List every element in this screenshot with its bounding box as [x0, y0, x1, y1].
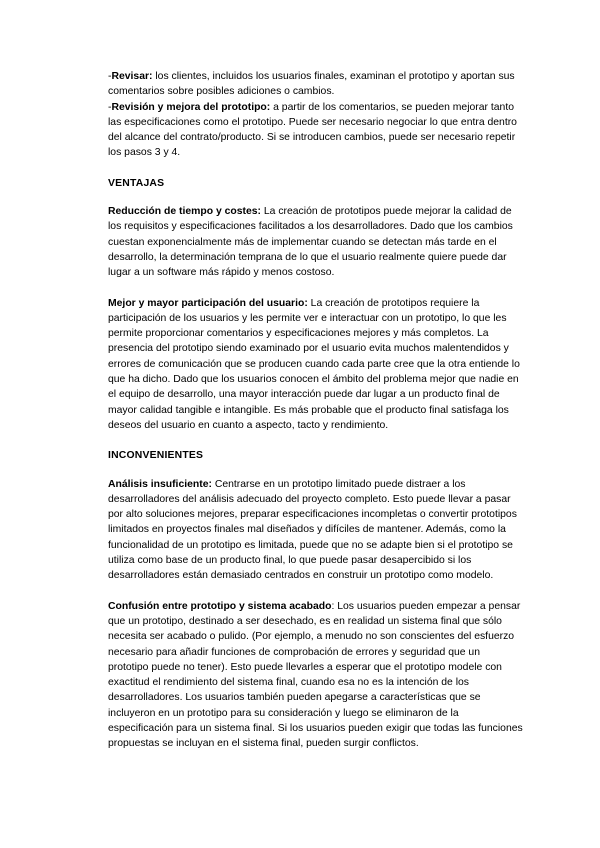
ventaja-reduccion-text: La creación de prototipos puede mejorar la calidad de los requisitos y especificaciones facilitados a los desarrolladores. Dado que los cambios cuestan exponencialmente más de implementar cuando se detectan más tarde en el desarrollo, la determinación temprana de lo que el usuario realmente quiere puede dar lugar a un software más rápido y menos costoso. [108, 206, 513, 279]
inconveniente-analisis-text: Centrarse en un prototipo limitado puede distraer a los desarrolladores del análisis adecuado del proyecto completo. Esto puede llevar a pasar por alto soluciones mejores, preparar especificaciones incompletas o convertir prototipos limitados en proyectos finales mal diseñados y difíciles de mantener. Además, como la funcionalidad de un prototipo es limitada, puede que no se adapte bien si el prototipo se utiliza como base de un producto final, lo que puede pasar desapercibido si los desarrolladores están demasiado centrados en construir un prototipo como modelo. [108, 478, 517, 582]
ventaja-reduccion-paragraph [108, 204, 523, 280]
revisar-prefix: - [108, 71, 112, 82]
revisar-term: Revisar: [111, 71, 153, 82]
revision-term: Revisión y mejora del prototipo: [111, 101, 271, 113]
ventaja-reduccion-term: Reducción de tiempo y costes: [108, 206, 262, 218]
inconveniente-confusion-paragraph [108, 599, 523, 752]
ventaja-participacion-term: Mejor y mayor participación del usuario: [108, 297, 308, 309]
revision-prefix: - [108, 101, 112, 113]
ventaja-participacion-text: La creación de prototipos requiere la participación de los usuarios y les permite ver e interactuar con un prototipo, lo que les permite proporcionar comentarios y especificaciones mejores y más completos. La presencia del prototipo siendo examinado por el usuario evita muchos malentendidos y errores de comunicación que se producen cuando cada parte cree que la otra entiende lo que ha dicho. Dado que los usuarios conocen el ámbito del problema mejor que nadie en el equipo de desarrollo, una mayor interacción puede dar lugar a un producto final de mayor calidad tangible e intangible. Es más probable que el producto final satisfaga los deseos del usuario en cuanto a aspecto, tacto y rendimiento. [108, 297, 520, 431]
ventajas-heading: VENTAJAS [108, 177, 165, 189]
inconveniente-analisis-paragraph [108, 477, 523, 584]
revision-text: a partir de los comentarios, se pueden mejorar tanto las especificaciones como el prototipo. Puede ser necesario negociar lo que entra dentro del alcance del contrato/producto. Si se introducen cambios, puede ser necesario repetir los pasos 3 y 4. [108, 101, 517, 159]
revision-paragraph [108, 100, 523, 161]
inconvenientes-heading: INCONVENIENTES [108, 450, 204, 462]
ventaja-participacion-paragraph [108, 296, 523, 434]
revisar-text: los clientes, incluidos los usuarios finales, examinan el prototipo y aportan sus comentarios sobre posibles adiciones o cambios. [108, 71, 515, 98]
revisar-paragraph [108, 69, 523, 100]
inconveniente-confusion-text: : Los usuarios pueden empezar a pensar que un prototipo, destinado a ser desechado, es en realidad un sistema final que sólo necesita ser acabado o pulido. (Por ejemplo, a menudo no son conscientes del esfuerzo necesario para añadir funciones de comprobación de errores y seguridad que un prototipo puede no tener). Esto puede llevarles a esperar que el prototipo modele con exactitud el rendimiento del sistema final, cuando esa no es la intención de los desarrolladores. Los usuarios también pueden apegarse a características que se incluyeron en un prototipo para su consideración y luego se eliminaron de la especificación para un sistema final. Si los usuarios pueden exigir que todas las funciones propuestas se incluyan en el sistema final, pueden surgir conflictos. [108, 600, 523, 750]
inconveniente-confusion-term: Confusión entre prototipo y sistema acabado [108, 600, 332, 612]
inconveniente-analisis-term: Análisis insuficiente: [108, 478, 212, 490]
document-body [108, 69, 523, 752]
